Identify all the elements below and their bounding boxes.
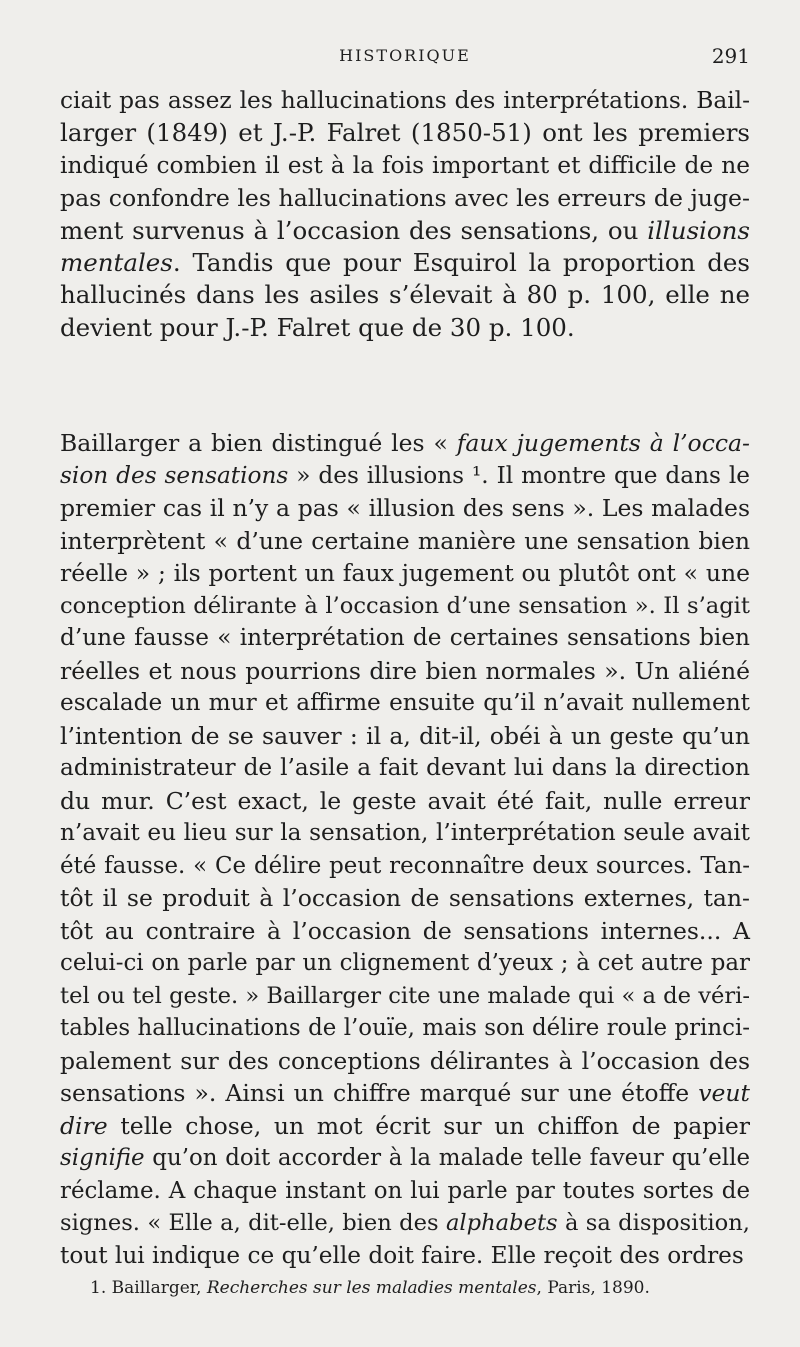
text-run: réelles et nous pourrions dire bien normales ». Un aliéné — [60, 656, 750, 685]
text-line — [60, 915, 750, 948]
footnote-title: Recherches sur les maladies mentales — [206, 1278, 537, 1298]
text-run: conception délirante à l’occasion d’une sensation ». Il s’agit — [60, 592, 750, 619]
text-run: sensations ». Ainsi un chiffre marqué sur une étoffe — [60, 1079, 699, 1107]
text-run: Baillarger a bien distingué les « — [60, 429, 457, 457]
text-run: . Tandis que pour Esquirol la proportion des — [172, 247, 750, 277]
text-line — [60, 720, 750, 753]
text-line — [60, 622, 750, 655]
text-run: tôt au contraire à l’occasion de sensations internes... A — [60, 916, 750, 945]
text-line — [60, 947, 750, 980]
text-line — [60, 1142, 750, 1175]
text-line — [60, 655, 750, 688]
text-run: du mur. C’est exact, le geste avait été fait, nulle erreur — [60, 786, 750, 815]
page-number: 291 — [711, 44, 750, 68]
italic-text: mentales — [60, 247, 173, 277]
text-line — [60, 150, 750, 182]
text-line — [60, 1207, 750, 1240]
text-run: ciait pas assez les hallucinations des interprétations. Bail- — [60, 87, 750, 114]
text-run: été fausse. « Ce délire peut reconnaître deux sources. Tan- — [60, 852, 750, 879]
text-run: pas confondre les hallucinations avec les erreurs de juge- — [60, 184, 750, 213]
text-run: administrateur de l’asile a fait devant lui dans la direction — [60, 754, 750, 781]
text-run: tout lui indique ce qu’elle doit faire. Elle reçoit des ordres — [60, 1241, 744, 1269]
text-run: interprètent « d’une certaine manière une sensation bien — [60, 526, 750, 555]
footnote-suffix: , Paris, 1890. — [536, 1278, 650, 1298]
text-run: tôt il se produit à l’occasion de sensations externes, tan- — [60, 884, 750, 912]
italic-text: veut — [698, 1079, 750, 1107]
text-run: d’une fausse « interprétation de certaines sensations bien — [60, 624, 750, 651]
text-line — [60, 460, 750, 493]
text-run: premier cas il n’y a pas « illusion des sens ». Les malades — [60, 494, 750, 522]
text-line — [60, 1175, 750, 1208]
paragraph-2 — [60, 427, 750, 1272]
text-run: devient pour J.-P. Falret que de 30 p. 100. — [60, 312, 575, 342]
text-line — [60, 590, 750, 623]
text-run: n’avait eu lieu sur la sensation, l’interprétation seule avait — [60, 819, 750, 846]
text-line — [60, 215, 750, 247]
text-line — [60, 182, 750, 214]
text-run: qu’on doit accorder à la malade telle faveur qu’elle — [144, 1145, 750, 1171]
text-run: indiqué combien il est à la fois important et difficile de ne — [60, 151, 750, 179]
text-run: réclame. A chaque instant on lui parle par toutes sortes de — [60, 1177, 750, 1204]
text-run: réelle » ; ils portent un faux jugement ou plutôt ont « une — [60, 559, 750, 587]
text-run: celui-ci on parle par un clignement d’yeux ; à cet autre par — [60, 950, 750, 976]
text-line — [60, 117, 750, 149]
footnote-prefix: 1. Baillarger, — [90, 1278, 207, 1298]
text-run: l’intention de se sauver : il a, dit-il, obéi à un geste qu’un — [60, 721, 750, 750]
text-line — [60, 1012, 750, 1045]
text-run: escalade un mur et affirme ensuite qu’il n’avait nullement — [60, 689, 750, 716]
text-line — [60, 492, 750, 525]
text-line — [60, 850, 750, 883]
italic-text: illusions — [647, 215, 750, 245]
text-run: signes. « Elle a, dit-elle, bien des — [60, 1210, 446, 1236]
running-header — [60, 44, 750, 70]
text-run: tel ou tel geste. » Baillarger cite une malade qui « a de véri- — [60, 982, 750, 1009]
text-line — [60, 817, 750, 850]
text-run: » des illusions ¹. Il montre que dans le — [288, 461, 750, 489]
italic-text: faux jugements à l’occa- — [456, 429, 750, 457]
text-line — [60, 312, 750, 344]
text-run: tables hallucinations de l’ouïe, mais son délire roule princi- — [60, 1015, 750, 1041]
text-run: palement sur des conceptions délirantes à l’occasion des — [60, 1046, 750, 1075]
text-run: à sa disposition, — [557, 1210, 750, 1236]
footnote — [90, 1278, 650, 1298]
text-line — [60, 882, 750, 915]
text-run: telle chose, un mot écrit sur un chiffon de papier — [107, 1111, 750, 1140]
text-line — [60, 525, 750, 558]
text-line — [60, 1045, 750, 1078]
text-run: hallucinés dans les asiles s’élevait à 80 p. 100, elle ne — [60, 280, 750, 310]
italic-text: sion des sensations — [60, 461, 289, 489]
text-line — [60, 557, 750, 590]
italic-text: dire — [60, 1111, 108, 1140]
text-line — [60, 752, 750, 785]
text-line — [60, 1110, 750, 1143]
paragraph-1 — [60, 85, 750, 344]
text-line — [60, 85, 750, 117]
text-line — [60, 427, 750, 460]
text-line — [60, 687, 750, 720]
italic-text: signifie — [60, 1145, 145, 1171]
text-line — [60, 247, 750, 279]
text-line — [60, 279, 750, 311]
text-line — [60, 980, 750, 1013]
text-line — [60, 785, 750, 818]
text-run: ment survenus à l’occasion des sensations, ou — [60, 215, 648, 245]
text-run: larger (1849) et J.-P. Falret (1850-51) ont les premiers — [60, 118, 750, 148]
italic-text: alphabets — [445, 1210, 558, 1236]
text-line — [60, 1240, 750, 1273]
text-line — [60, 1077, 750, 1110]
running-title: HISTORIQUE — [339, 46, 471, 65]
